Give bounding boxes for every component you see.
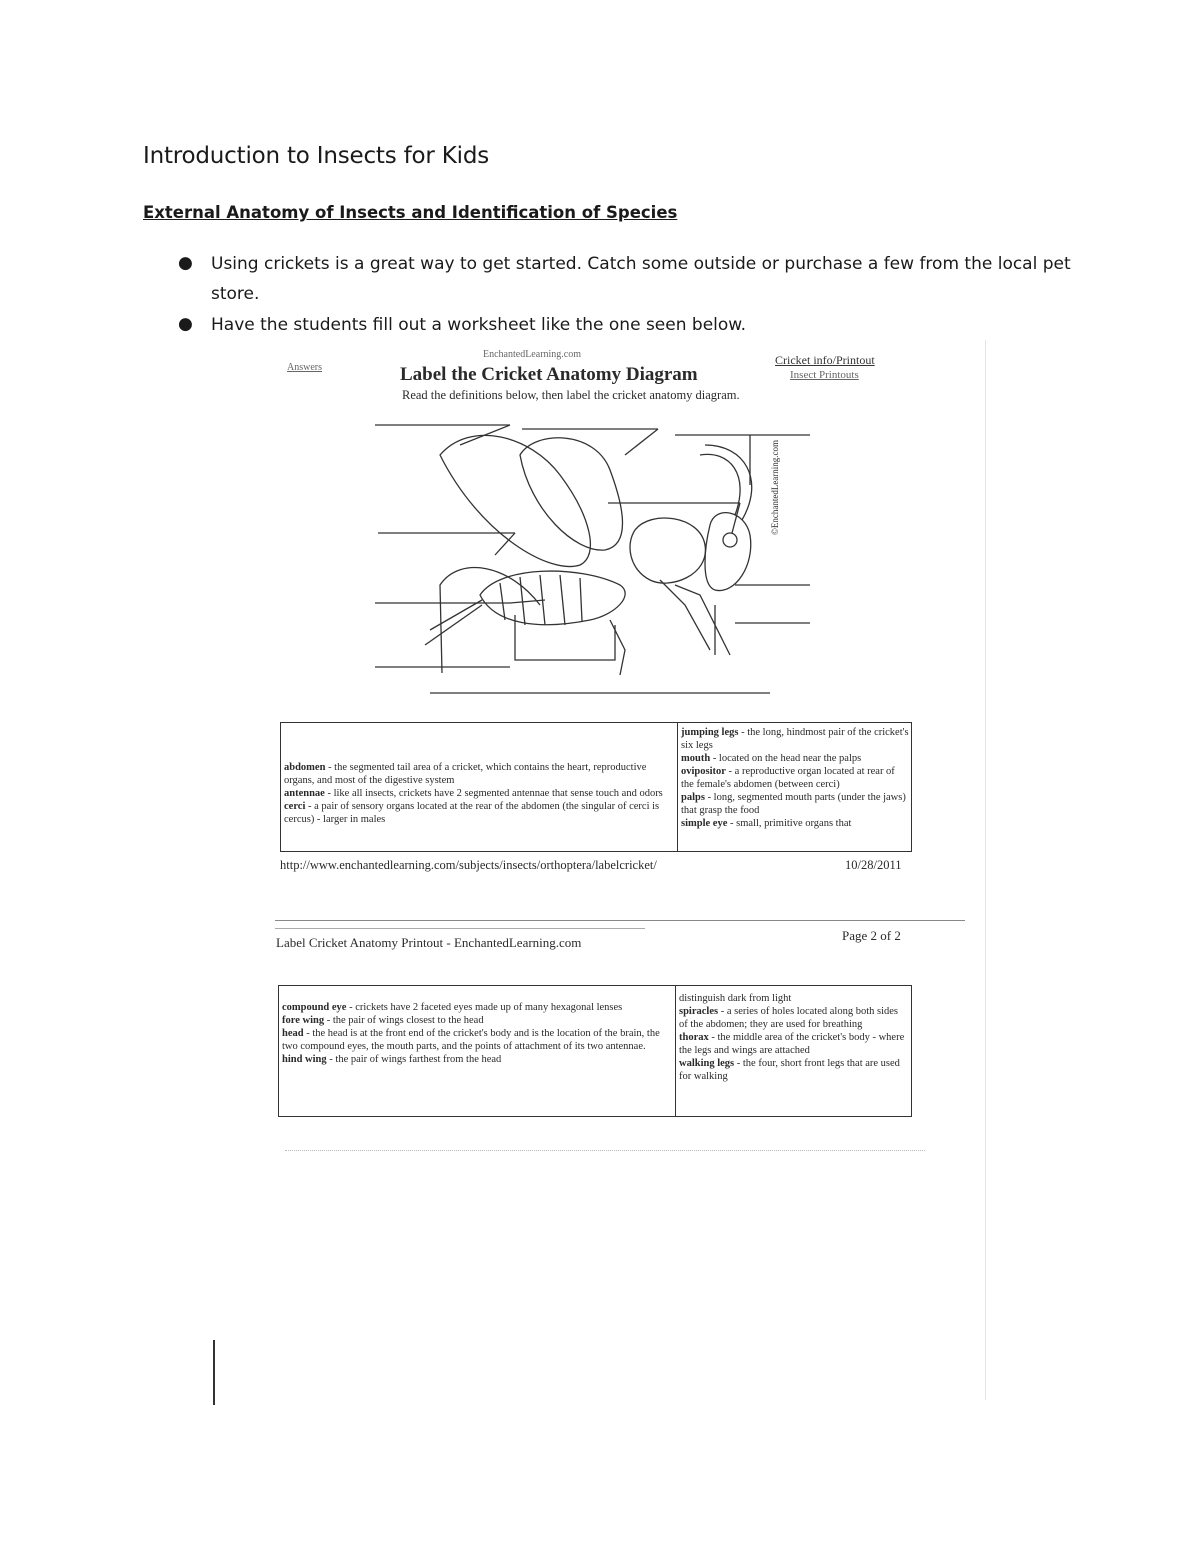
pointer-line <box>495 533 515 555</box>
bullet-icon: ● <box>178 314 193 334</box>
definition-text: - like all insects, crickets have 2 segmented antennae that sense touch and odors <box>324 788 663 799</box>
scan-artifact-line <box>285 1150 925 1151</box>
definitions-right-column <box>681 726 909 830</box>
definition-term: fore wing <box>282 1015 325 1026</box>
bullet-item-1: Using crickets is a great way to get started. Catch some outside or purchase a few from the local pet store. <box>211 254 1071 304</box>
definition-item <box>681 752 909 765</box>
definition-item <box>681 817 909 830</box>
pointer-line <box>732 503 740 533</box>
insect-printouts-link[interactable]: Insect Printouts <box>790 369 859 381</box>
definition-item <box>681 726 909 752</box>
definition-term: cerci <box>284 801 306 812</box>
source-url: http://www.enchantedlearning.com/subjects/insects/orthoptera/labelcricket/ <box>280 858 657 872</box>
definition-term: hind wing <box>282 1054 327 1065</box>
definition-item <box>679 1057 909 1083</box>
definition-text: - a pair of sensory organs located at the rear of the abdomen (the singular of cerci is cercus) - larger in males <box>284 801 660 825</box>
scan-edge-mark <box>213 1340 215 1405</box>
copyright-text: ©EnchantedLearning.com <box>770 439 780 535</box>
pointer-line <box>460 425 510 445</box>
page-separator <box>275 928 645 929</box>
definition-term: head <box>282 1028 304 1039</box>
definitions-left-column <box>282 1001 675 1066</box>
definition-item <box>284 800 676 826</box>
thorax-shape <box>630 518 705 583</box>
definition-text: - crickets have 2 faceted eyes made up of many hexagonal lenses <box>346 1002 623 1013</box>
definition-item <box>679 992 909 1005</box>
scan-edge-line <box>985 340 986 1400</box>
definition-term: walking legs <box>679 1058 735 1069</box>
definition-text: - the middle area of the cricket's body - where the legs and wings are attached <box>679 1032 905 1056</box>
definition-text: - a reproductive organ located at rear of the female's abdomen (between cerci) <box>681 766 895 790</box>
definition-text: - a series of holes located along both sides of the abdomen; they are used for breathing <box>679 1006 898 1030</box>
definition-term: antennae <box>284 788 325 799</box>
head-shape <box>705 513 751 591</box>
page-separator <box>275 920 965 921</box>
definition-item <box>681 765 909 791</box>
definition-term: mouth <box>681 753 711 764</box>
definition-item <box>282 1027 675 1053</box>
definition-item <box>282 1053 675 1066</box>
definition-term: compound eye <box>282 1002 347 1013</box>
definition-term: palps <box>681 792 705 803</box>
definition-text: - the pair of wings closest to the head <box>324 1015 484 1026</box>
antenna-shape <box>700 454 740 515</box>
definition-text: - the long, hindmost pair of the cricket's six legs <box>681 727 909 751</box>
definition-text: - small, primitive organs that <box>727 818 852 829</box>
definition-item <box>679 1031 909 1057</box>
pointer-line <box>625 429 658 455</box>
worksheet-title: Label the Cricket Anatomy Diagram <box>400 364 698 385</box>
document-title: Introduction to Insects for Kids <box>143 143 490 169</box>
definition-text: - located on the head near the palps <box>710 753 862 764</box>
definitions-box-page1 <box>280 722 912 852</box>
definition-term: thorax <box>679 1032 709 1043</box>
worksheet-instruction: Read the definitions below, then label the cricket anatomy diagram. <box>402 388 740 402</box>
cricket-diagram <box>370 415 820 715</box>
definition-text: - the pair of wings farthest from the head <box>326 1054 502 1065</box>
column-divider <box>675 986 676 1116</box>
definition-term: simple eye <box>681 818 728 829</box>
definition-text: - the head is at the front end of the cricket's body and is the location of the brain, the two compound eyes, the mouth parts, and the points of attachment of its two antennae. <box>282 1028 660 1052</box>
definition-term: jumping legs <box>681 727 739 738</box>
definition-term: abdomen <box>284 762 326 773</box>
definitions-right-column <box>679 992 909 1083</box>
fore-wing-shape <box>520 438 623 550</box>
column-divider <box>677 723 678 851</box>
definition-item <box>681 791 909 817</box>
antenna-shape <box>705 445 752 520</box>
compound-eye-shape <box>723 533 737 547</box>
page2-header: Label Cricket Anatomy Printout - EnchantedLearning.com <box>276 935 582 950</box>
pointer-line <box>510 600 545 603</box>
definitions-left-column <box>284 761 676 826</box>
definition-text: distinguish dark from light <box>679 993 792 1004</box>
bullet-icon: ● <box>178 253 193 273</box>
definition-item <box>284 761 676 787</box>
definition-text: - the four, short front legs that are used for walking <box>679 1058 900 1082</box>
hind-wing-shape <box>440 435 590 566</box>
definitions-box-page2 <box>278 985 912 1117</box>
section-heading: External Anatomy of Insects and Identification of Species <box>143 203 678 222</box>
site-name: EnchantedLearning.com <box>483 349 582 360</box>
definition-item <box>282 1001 675 1014</box>
definition-term: spiracles <box>679 1006 719 1017</box>
definition-text: - the segmented tail area of a cricket, which contains the heart, reproductive organs, and most of the digestive system <box>284 762 647 786</box>
definition-item <box>282 1014 675 1027</box>
page-number: Page 2 of 2 <box>842 928 901 943</box>
definition-item <box>284 787 676 800</box>
bullet-item-2: Have the students fill out a worksheet like the one seen below. <box>211 315 747 335</box>
definition-text: - long, segmented mouth parts (under the jaws) that grasp the food <box>681 792 906 816</box>
cricket-info-link[interactable]: Cricket info/Printout <box>775 353 875 367</box>
definition-term: ovipositor <box>681 766 726 777</box>
print-date: 10/28/2011 <box>845 858 902 872</box>
definition-item <box>679 1005 909 1031</box>
answers-link[interactable]: Answers <box>287 362 322 373</box>
